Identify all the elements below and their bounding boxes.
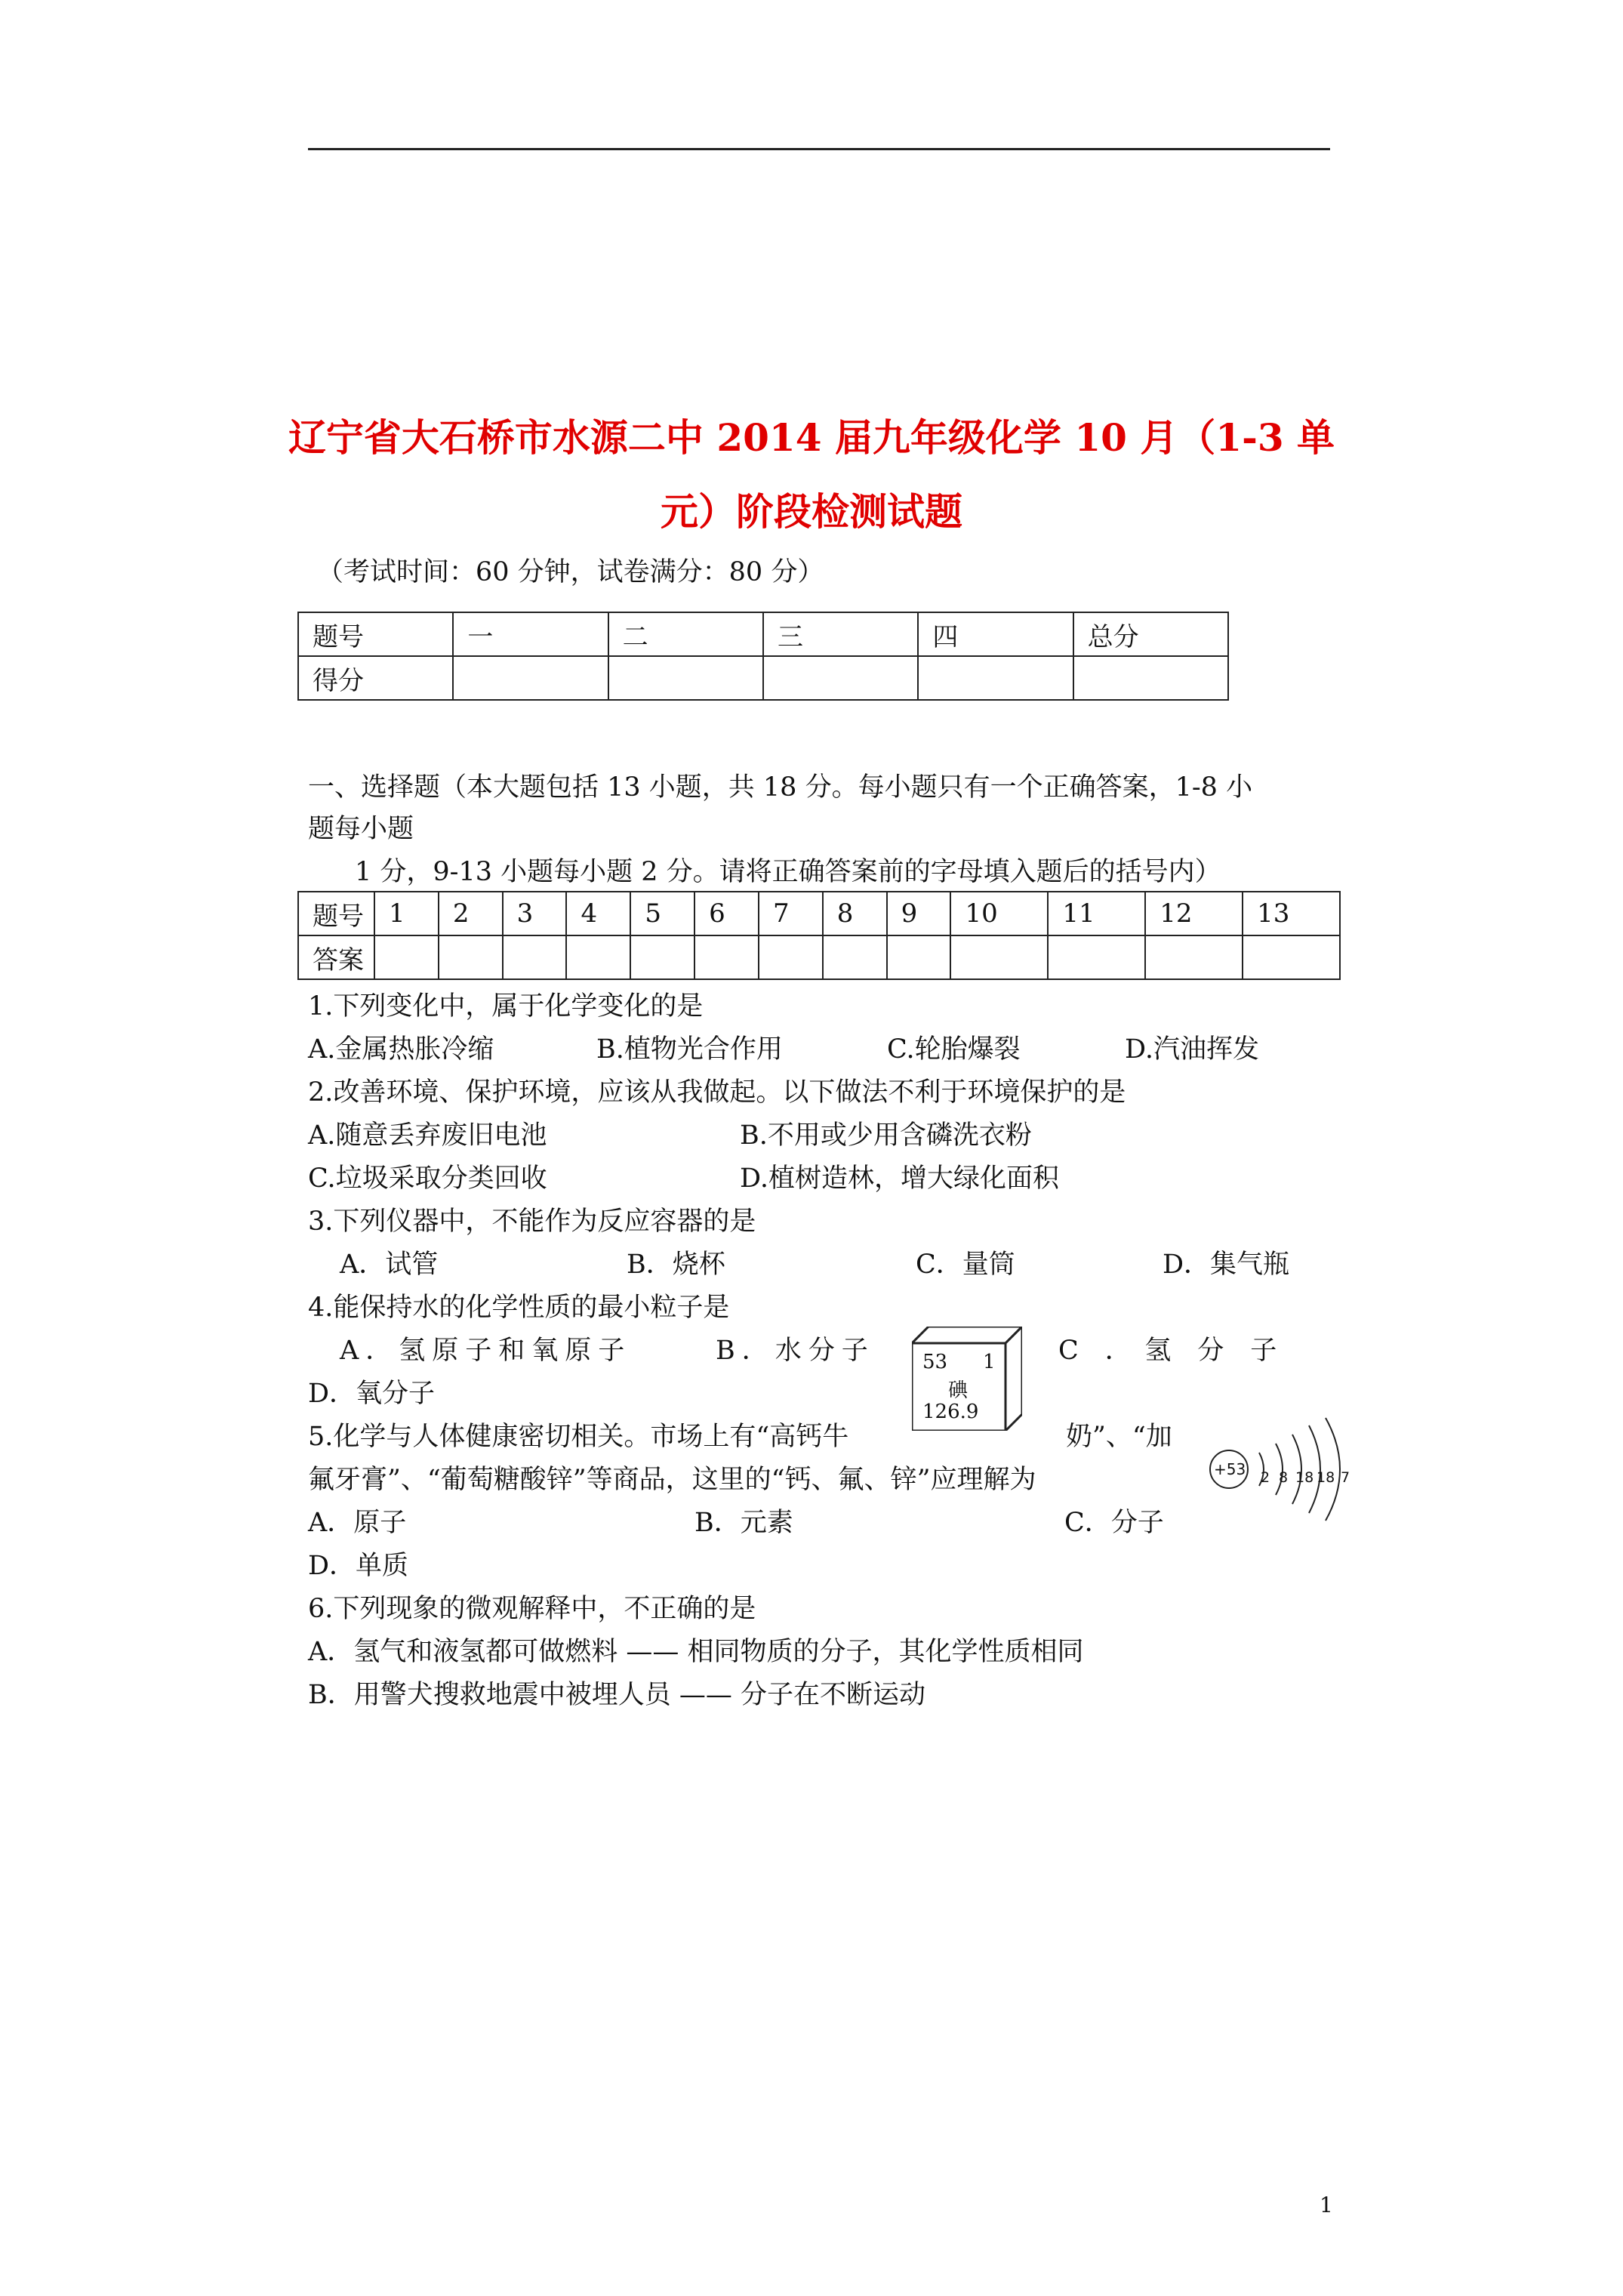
answer-header-cell: 6 bbox=[694, 892, 759, 935]
header-rule bbox=[308, 148, 1330, 150]
section1-intro-line1: 一、选择题（本大题包括 13 小题，共 18 分。每小题只有一个正确答案，1-8 小 bbox=[308, 772, 1253, 803]
answer-header-cell: 4 bbox=[566, 892, 630, 935]
answer-cell[interactable] bbox=[694, 935, 759, 979]
iodine-valence: 1 bbox=[983, 1351, 996, 1373]
q5-option-c: C．分子 bbox=[1064, 1508, 1164, 1538]
q2-option-c: C.垃圾采取分类回收 bbox=[308, 1163, 547, 1194]
score-header-cell: 二 bbox=[608, 612, 763, 656]
q1-stem: 1.下列变化中，属于化学变化的是 bbox=[308, 991, 704, 1022]
score-cell[interactable] bbox=[918, 656, 1073, 700]
iodine-atomic-mass: 126.9 bbox=[922, 1401, 979, 1423]
q1-option-b: B.植物光合作用 bbox=[596, 1034, 783, 1065]
q2-option-b: B.不用或少用含磷洗衣粉 bbox=[740, 1120, 1032, 1151]
iodine-atomic-number: 53 bbox=[922, 1351, 948, 1373]
q1-option-d: D.汽油挥发 bbox=[1125, 1034, 1259, 1065]
page-number: 1 bbox=[1320, 2193, 1333, 2217]
q2-option-d: D.植树造林，增大绿化面积 bbox=[740, 1163, 1059, 1194]
iodine-symbol: 碘 bbox=[948, 1379, 969, 1402]
answer-table-answer-row bbox=[298, 935, 1340, 979]
q3-option-c: C．量筒 bbox=[916, 1250, 1015, 1280]
exam-title-line2: 元）阶段检测试题 bbox=[661, 489, 962, 534]
answer-header-cell: 10 bbox=[950, 892, 1048, 935]
iodine-element-tile bbox=[912, 1327, 1022, 1431]
answer-cell[interactable] bbox=[1243, 935, 1340, 979]
shell-electron-count: 2 bbox=[1261, 1469, 1270, 1486]
answer-header-cell: 题号 bbox=[298, 892, 374, 935]
answer-header-cell: 9 bbox=[887, 892, 951, 935]
shell-electron-count: 18 bbox=[1295, 1469, 1314, 1486]
answer-table-header-row bbox=[298, 892, 1340, 935]
answer-cell[interactable] bbox=[503, 935, 567, 979]
answer-table bbox=[297, 891, 1341, 980]
answer-cell[interactable] bbox=[887, 935, 951, 979]
score-header-cell: 一 bbox=[453, 612, 608, 656]
answer-cell[interactable] bbox=[1145, 935, 1243, 979]
q5-option-b: B．元素 bbox=[694, 1508, 793, 1538]
q1-option-a: A.金属热胀冷缩 bbox=[308, 1034, 494, 1065]
answer-header-cell: 11 bbox=[1048, 892, 1145, 935]
answer-header-cell: 12 bbox=[1145, 892, 1243, 935]
answer-cell[interactable] bbox=[1048, 935, 1145, 979]
q5-stem-part1: 5.化学与人体健康密切相关。市场上有“高钙牛 bbox=[308, 1422, 849, 1452]
q3-option-a: A．试管 bbox=[340, 1250, 439, 1280]
score-table-header-row bbox=[298, 612, 1228, 656]
answer-header-cell: 5 bbox=[630, 892, 694, 935]
q6-stem: 6.下列现象的微观解释中，不正确的是 bbox=[308, 1594, 756, 1624]
answer-cell[interactable] bbox=[566, 935, 630, 979]
shell-electron-count: 7 bbox=[1341, 1469, 1350, 1486]
score-table bbox=[297, 612, 1229, 701]
section1-intro-line2: 题每小题 bbox=[308, 814, 414, 844]
score-row-label: 得分 bbox=[298, 656, 453, 700]
answer-cell[interactable] bbox=[823, 935, 887, 979]
answer-header-cell: 8 bbox=[823, 892, 887, 935]
answer-header-cell: 2 bbox=[439, 892, 503, 935]
answer-header-cell: 13 bbox=[1243, 892, 1340, 935]
score-table-score-row bbox=[298, 656, 1228, 700]
score-header-cell: 四 bbox=[918, 612, 1073, 656]
q5-option-a: A．原子 bbox=[308, 1508, 407, 1538]
answer-header-cell: 1 bbox=[374, 892, 439, 935]
shell-electron-count: 8 bbox=[1279, 1469, 1289, 1486]
score-cell[interactable] bbox=[453, 656, 608, 700]
q4-option-a: A．氢原子和氧原子 bbox=[340, 1336, 632, 1366]
q4-stem: 4.能保持水的化学性质的最小粒子是 bbox=[308, 1293, 730, 1323]
score-cell[interactable] bbox=[608, 656, 763, 700]
answer-cell[interactable] bbox=[759, 935, 823, 979]
q3-stem: 3.下列仪器中，不能作为反应容器的是 bbox=[308, 1207, 756, 1237]
q3-option-b: B．烧杯 bbox=[627, 1250, 725, 1280]
score-header-cell: 三 bbox=[763, 612, 918, 656]
q5-option-d: D．单质 bbox=[308, 1551, 409, 1581]
answer-cell[interactable] bbox=[439, 935, 503, 979]
q1-option-c: C.轮胎爆裂 bbox=[887, 1034, 1021, 1065]
q2-stem: 2.改善环境、保护环境，应该从我做起。以下做法不利于环境保护的是 bbox=[308, 1077, 1126, 1108]
section1-intro-line3: 1 分，9-13 小题每小题 2 分。请将正确答案前的字母填入题后的括号内） bbox=[355, 857, 1221, 887]
score-cell[interactable] bbox=[763, 656, 918, 700]
score-header-cell: 总分 bbox=[1073, 612, 1228, 656]
q3-option-d: D．集气瓶 bbox=[1163, 1250, 1290, 1280]
answer-cell[interactable] bbox=[630, 935, 694, 979]
q4-option-c: C ． 氢 分 子 bbox=[1058, 1336, 1277, 1366]
q4-option-d: D．氧分子 bbox=[308, 1379, 436, 1409]
exam-info: （考试时间：60 分钟，试卷满分：80 分） bbox=[317, 557, 824, 587]
q5-stem-part2: 奶”、“加 bbox=[1066, 1422, 1172, 1452]
shell-electron-count: 18 bbox=[1317, 1469, 1335, 1486]
answer-cell[interactable] bbox=[374, 935, 439, 979]
score-cell[interactable] bbox=[1073, 656, 1228, 700]
exam-title-line1: 辽宁省大石桥市水源二中 2014 届九年级化学 10 月（1-3 单 bbox=[288, 415, 1335, 460]
q5-stem-line2: 氟牙膏”、“葡萄糖酸锌”等商品，这里的“钙、氟、锌”应理解为 bbox=[308, 1465, 1036, 1495]
answer-cell[interactable] bbox=[950, 935, 1048, 979]
q2-option-a: A.随意丢弃废旧电池 bbox=[308, 1120, 547, 1151]
answer-header-cell: 7 bbox=[759, 892, 823, 935]
q6-option-a: A．氢气和液氢都可做燃料 —— 相同物质的分子，其化学性质相同 bbox=[308, 1637, 1084, 1667]
q6-option-b: B．用警犬搜救地震中被埋人员 —— 分子在不断运动 bbox=[308, 1680, 925, 1710]
answer-header-cell: 3 bbox=[503, 892, 567, 935]
atom-nucleus-charge: +53 bbox=[1214, 1460, 1246, 1478]
q4-option-b: B．水分子 bbox=[716, 1336, 875, 1366]
score-header-cell: 题号 bbox=[298, 612, 453, 656]
answer-row-label: 答案 bbox=[298, 935, 374, 979]
atom-structure-diagram bbox=[1206, 1409, 1365, 1530]
